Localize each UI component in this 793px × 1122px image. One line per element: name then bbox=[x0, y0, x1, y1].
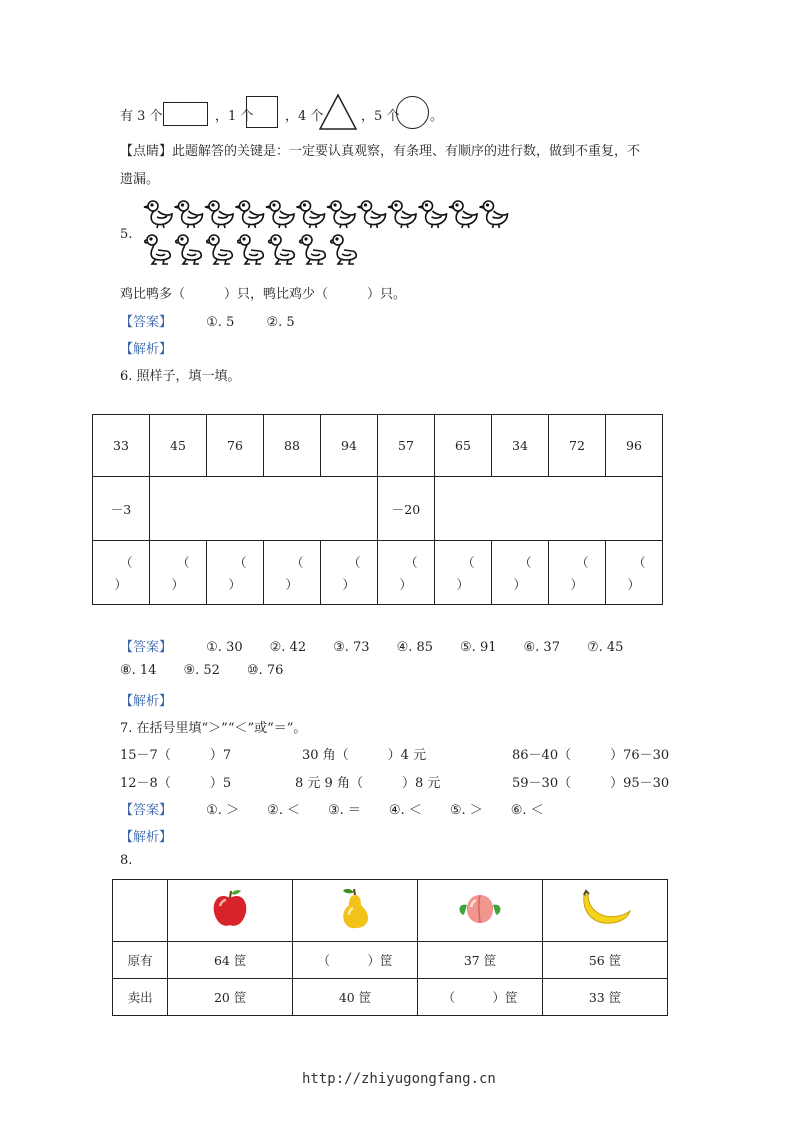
duck-icon bbox=[269, 235, 295, 264]
paren-close: ） bbox=[399, 576, 412, 592]
fruit-cell bbox=[543, 880, 668, 942]
q7-title: 7. 在括号里填“＞”“＜”或“＝”。 bbox=[120, 721, 307, 736]
answer-item: ⑨. 52 bbox=[183, 663, 220, 678]
fruit-row bbox=[113, 880, 668, 942]
answer-blank-cell[interactable] bbox=[207, 541, 264, 605]
q7-item: 15－7（ ）7 bbox=[120, 748, 232, 763]
duck-icon bbox=[238, 235, 264, 264]
answer-blank-cell[interactable] bbox=[264, 541, 321, 605]
analysis-label: 【解析】 bbox=[120, 342, 173, 357]
duck-icon bbox=[145, 235, 171, 264]
fruit-cell bbox=[168, 880, 293, 942]
chicken-icon bbox=[327, 201, 355, 228]
q7-item: 59－30（ ）95－30 bbox=[512, 776, 670, 791]
q7-answer-line bbox=[120, 799, 544, 818]
q5-question: 鸡比鸭多（ ）只，鸭比鸡少（ ）只。 bbox=[120, 287, 407, 302]
q6-answer-line-2 bbox=[120, 663, 283, 678]
number-cell: 65 bbox=[435, 415, 492, 477]
apple-icon bbox=[210, 888, 250, 930]
paren-close: ） bbox=[228, 576, 241, 592]
answer-blank-cell[interactable] bbox=[93, 541, 150, 605]
number-cell: 45 bbox=[150, 415, 207, 477]
paren-close: ） bbox=[171, 576, 184, 592]
original-row bbox=[113, 942, 668, 979]
q4-part3: ，4 个 bbox=[285, 109, 324, 124]
q7-item: 8 元 9 角（ ）8 元 bbox=[295, 776, 441, 791]
paren-open: （ bbox=[348, 554, 361, 570]
answer-item: ①. ＞ bbox=[206, 803, 240, 818]
tip-label: 【点睛】 bbox=[120, 144, 173, 159]
data-cell: 20 筐 bbox=[168, 979, 293, 1016]
answer-blank-cell[interactable] bbox=[435, 541, 492, 605]
answer-label: 【答案】 bbox=[120, 315, 173, 330]
q6-answer-line-1 bbox=[120, 636, 623, 655]
paren-close: ） bbox=[342, 576, 355, 592]
answer-blank-cell[interactable] bbox=[321, 541, 378, 605]
operation-cell: －3 bbox=[93, 477, 150, 541]
data-cell: 33 筐 bbox=[543, 979, 668, 1016]
chicken-icon bbox=[358, 201, 386, 228]
chicken-icon bbox=[297, 201, 325, 228]
chicken-icon bbox=[175, 201, 203, 228]
number-cell: 88 bbox=[264, 415, 321, 477]
blank-cell bbox=[435, 477, 663, 541]
analysis-label: 【解析】 bbox=[120, 830, 173, 845]
duck-icon bbox=[176, 235, 202, 264]
q4-prefix: 有 3 个 bbox=[120, 109, 163, 124]
paren-close: ） bbox=[114, 576, 127, 592]
q7-item: 86－40（ ）76－30 bbox=[512, 748, 670, 763]
chicken-icon bbox=[205, 201, 233, 228]
answer-item: ⑤. 91 bbox=[460, 640, 497, 655]
number-cell: 94 bbox=[321, 415, 378, 477]
paren-open: （ bbox=[291, 554, 304, 570]
q6-title: 6. 照样子，填一填。 bbox=[120, 369, 241, 384]
answer-item: ⑩. 76 bbox=[246, 663, 284, 678]
sold-row bbox=[113, 979, 668, 1016]
triangle-shape bbox=[318, 93, 358, 131]
data-cell: 64 筐 bbox=[168, 942, 293, 979]
paren-open: （ bbox=[576, 554, 589, 570]
answer-blank-cell[interactable] bbox=[150, 541, 207, 605]
data-cell: 37 筐 bbox=[418, 942, 543, 979]
chicken-icon bbox=[144, 201, 172, 228]
number-cell: 57 bbox=[378, 415, 435, 477]
answer-item: ⑦. 45 bbox=[586, 640, 624, 655]
q5-answer-line bbox=[120, 311, 295, 330]
birds-illustration bbox=[140, 195, 520, 270]
chicken-icon bbox=[449, 201, 477, 228]
operation-cell: －20 bbox=[378, 477, 435, 541]
answer-blank-cell[interactable] bbox=[492, 541, 549, 605]
q7-item: 30 角（ ）4 元 bbox=[302, 748, 427, 763]
paren-close: ） bbox=[570, 576, 583, 592]
answer-blank-cell[interactable] bbox=[606, 541, 663, 605]
blank-cell bbox=[150, 477, 378, 541]
q8-number: 8. bbox=[120, 853, 133, 868]
q5-answer-1: ①. 5 bbox=[206, 315, 235, 330]
answer-item: ⑥. 37 bbox=[523, 640, 560, 655]
numbers-row bbox=[93, 415, 663, 477]
answer-label: 【答案】 bbox=[120, 803, 173, 818]
q4-end: 。 bbox=[430, 109, 444, 124]
chicken-icon bbox=[266, 201, 294, 228]
paren-close: ） bbox=[513, 576, 526, 592]
paren-close: ） bbox=[627, 576, 640, 592]
chicken-icon bbox=[388, 201, 416, 228]
duck-icon bbox=[207, 235, 233, 264]
paren-open: （ bbox=[177, 554, 190, 570]
footer-url[interactable]: http://zhiyugongfang.cn bbox=[302, 1071, 496, 1087]
duck-icon bbox=[331, 235, 357, 264]
paren-open: （ bbox=[234, 554, 247, 570]
chicken-icon bbox=[236, 201, 264, 228]
square-shape bbox=[246, 96, 278, 128]
pear-icon bbox=[335, 887, 375, 931]
number-cell: 34 bbox=[492, 415, 549, 477]
q4-line bbox=[120, 105, 163, 124]
q4-tip bbox=[120, 140, 640, 159]
answer-blank-cell[interactable] bbox=[549, 541, 606, 605]
q8-table bbox=[112, 879, 668, 1016]
answer-item: ①. 30 bbox=[206, 640, 243, 655]
row-label: 卖出 bbox=[113, 979, 168, 1016]
data-cell: 40 筐 bbox=[293, 979, 418, 1016]
q5-number: 5. bbox=[120, 227, 133, 242]
paren-open: （ bbox=[405, 554, 418, 570]
answer-item: ③. ＝ bbox=[328, 803, 361, 818]
duck-icon bbox=[300, 235, 326, 264]
data-cell: 56 筐 bbox=[543, 942, 668, 979]
blank-cell bbox=[113, 880, 168, 942]
rectangle-shape bbox=[163, 102, 208, 126]
paren-open: （ bbox=[519, 554, 532, 570]
fruit-cell bbox=[418, 880, 543, 942]
answer-item: ②. 42 bbox=[269, 640, 307, 655]
number-cell: 76 bbox=[207, 415, 264, 477]
answer-item: ⑧. 14 bbox=[120, 663, 157, 678]
q7-item: 12－8（ ）5 bbox=[120, 776, 232, 791]
answer-item: ③. 73 bbox=[333, 640, 370, 655]
answer-item: ⑤. ＞ bbox=[449, 803, 483, 818]
data-cell: （ ）筐 bbox=[418, 979, 543, 1016]
paren-close: ） bbox=[285, 576, 298, 592]
q6-table bbox=[92, 414, 663, 605]
tip-text: 此题解答的关键是：一定要认真观察，有条理、有顺序的进行数，做到不重复，不 bbox=[172, 144, 641, 159]
answer-item: ④. ＜ bbox=[388, 803, 422, 818]
circle-shape bbox=[396, 96, 429, 129]
number-cell: 33 bbox=[93, 415, 150, 477]
chicken-icon bbox=[419, 201, 447, 228]
row-label: 原有 bbox=[113, 942, 168, 979]
analysis-label: 【解析】 bbox=[120, 694, 173, 709]
chicken-icon bbox=[480, 201, 508, 228]
data-cell: （ ）筐 bbox=[293, 942, 418, 979]
banana-icon bbox=[578, 889, 632, 929]
answer-item: ④. 85 bbox=[396, 640, 434, 655]
paren-close: ） bbox=[456, 576, 469, 592]
q4-part2: ，1 个 bbox=[215, 109, 254, 124]
number-cell: 72 bbox=[549, 415, 606, 477]
fruit-cell bbox=[293, 880, 418, 942]
result-row bbox=[93, 541, 663, 605]
answer-item: ②. ＜ bbox=[267, 803, 300, 818]
answer-item: ⑥. ＜ bbox=[510, 803, 544, 818]
number-cell: 96 bbox=[606, 415, 663, 477]
answer-label: 【答案】 bbox=[120, 640, 173, 655]
answer-blank-cell[interactable] bbox=[378, 541, 435, 605]
q4-part4: ，5 个 bbox=[361, 109, 400, 124]
paren-open: （ bbox=[120, 554, 133, 570]
peach-icon bbox=[457, 889, 503, 929]
q5-answer-2: ②. 5 bbox=[266, 315, 295, 330]
paren-open: （ bbox=[462, 554, 475, 570]
paren-open: （ bbox=[633, 554, 646, 570]
tip-text-cont: 遗漏。 bbox=[120, 172, 160, 187]
operation-row bbox=[93, 477, 663, 541]
